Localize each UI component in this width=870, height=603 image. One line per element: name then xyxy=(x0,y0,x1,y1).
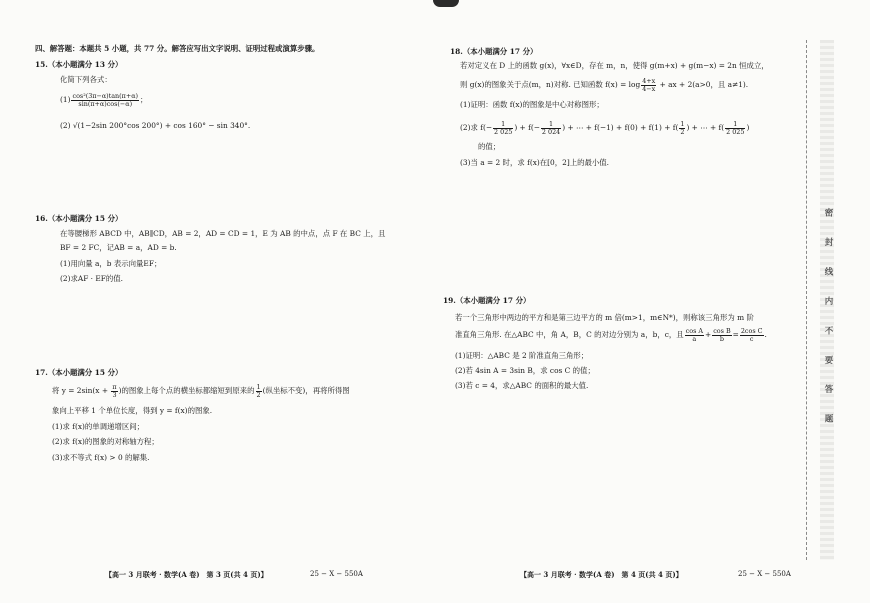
q18-line2-post: + ax + 2(a>0，且 a≠1). xyxy=(657,80,749,89)
q19-line2-pre: 准直角三角形. 在△ABC 中，角 A，B，C 的对边分别为 a，b，c，且 xyxy=(455,330,684,339)
q19-plus: + xyxy=(705,330,712,339)
q18-part2-frac2-den: 2 024 xyxy=(541,127,561,136)
q16-title: 16.（本小题满分 15 分） xyxy=(35,214,123,223)
q17-line2: 象向上平移 1 个单位长度，得到 y = f(x)的图象. xyxy=(52,406,213,415)
q17-part2: (2)求 f(x)的图象的对称轴方程； xyxy=(52,437,159,446)
left-footer-code: 25 − X − 550A xyxy=(310,570,363,578)
right-footer-code: 25 − X − 550A xyxy=(738,570,791,578)
q15-part1-numerator: cos²(3π−α)tan(π+α) xyxy=(72,91,139,100)
q16-line2: BF = 2 FC，记AB = a，AD = b. xyxy=(60,243,177,252)
q18-line1: 若对定义在 D 上的函数 g(x)，∀x∈D，存在 m，n，使得 g(m+x) + g(m−x) = 2n 恒成立， xyxy=(460,61,769,70)
q18-part2-e: ) xyxy=(746,123,750,132)
q18-part2-frac1-den: 2 025 xyxy=(494,127,513,136)
q15-part1-suffix: ； xyxy=(140,95,148,104)
q17-line1-mid: )的图象上每个点的横坐标都缩短到原来的 xyxy=(118,386,255,395)
q18-part2-frac1-num: 1 xyxy=(493,121,513,129)
q18-part3: (3)当 a = 2 时，求 f(x)在[0，2]上的最小值. xyxy=(460,158,610,167)
q15-title: 15.（本小题满分 13 分） xyxy=(35,60,123,69)
q18-log-fraction xyxy=(641,78,656,93)
q17-part3: (3)求不等式 f(x) > 0 的解集. xyxy=(52,453,150,462)
q18-log-fraction-den: 4−x xyxy=(642,84,656,93)
q17-line1-pre: 将 y = 2sin(x + xyxy=(52,386,111,395)
q15-instruction: 化简下列各式： xyxy=(60,75,112,84)
q17-line1-fraction2 xyxy=(256,384,262,399)
q16-part2: (2)求AF · EF的值. xyxy=(60,274,124,283)
q16-line1: 在等腰梯形 ABCD 中，AB∥CD，AB = 2，AD = CD = 1，E 为 AB 的中点，点 F 在 BC 上，且 xyxy=(60,229,386,238)
q18-part2 xyxy=(460,120,749,136)
q19-line2 xyxy=(455,327,767,343)
q17-fraction-den: 3 xyxy=(112,390,117,399)
q18-line2 xyxy=(460,77,748,93)
q19-part3: (3)若 c = 4，求△ABC 的面积的最大值. xyxy=(455,381,589,390)
q18-part2-frac2-num: 1 xyxy=(541,121,561,129)
q18-part2-frac4-den: 2 025 xyxy=(726,127,745,136)
q17-line1-fraction xyxy=(111,384,117,399)
q19-frac2-den: b xyxy=(719,334,724,343)
q19-frac3 xyxy=(740,328,764,343)
q18-part2-frac4-num: 1 xyxy=(725,121,745,129)
right-footer-label: 【高一 3 月联考 · 数学(A 卷) 第 4 页(共 4 页)】 xyxy=(520,570,683,579)
q18-part2-frac4 xyxy=(725,121,745,136)
right-page xyxy=(435,0,820,603)
q18-part2-d: ) + ⋯ + f( xyxy=(686,123,725,132)
q17-fraction2-den: 2 xyxy=(256,390,261,399)
q15-part1-denominator: sin(π+α)cos(−α) xyxy=(78,99,133,108)
left-page xyxy=(0,0,430,603)
q19-frac1-den: a xyxy=(692,334,697,343)
q19-frac2 xyxy=(712,328,731,343)
q17-fraction-num: π xyxy=(112,382,117,391)
binding-margin-text: 密 封 线 内 不 要 答 题 xyxy=(823,208,833,432)
q19-line1: 若一个三角形中两边的平方和是第三边平方的 m 倍(m>1，m∈N*)，则称该三角形为 m 阶 xyxy=(455,313,754,322)
q15-part1-prefix: (1) xyxy=(60,95,71,104)
q19-frac1-num: cos A xyxy=(685,326,703,335)
q18-part2-tail: 的值； xyxy=(478,142,501,151)
q19-line2-post: . xyxy=(764,330,767,339)
q19-frac3-num: 2cos C xyxy=(740,326,763,335)
q18-part2-frac3 xyxy=(679,121,685,136)
q17-line1-post: (纵坐标不变)，再将所得图 xyxy=(262,386,350,395)
left-footer-label: 【高一 3 月联考 · 数学(A 卷) 第 3 页(共 4 页)】 xyxy=(105,570,268,579)
q18-part2-b: ) + f(− xyxy=(514,123,540,132)
q19-equals: = xyxy=(732,330,739,339)
q17-title: 17.（本小题满分 15 分） xyxy=(35,368,123,377)
q17-fraction2-num: 1 xyxy=(256,382,261,391)
q19-part2: (2)若 4sin A = 3sin B，求 cos C 的值； xyxy=(455,366,595,375)
q18-part2-frac3-num: 1 xyxy=(680,119,685,128)
q19-frac2-num: cos B xyxy=(713,326,731,335)
q18-title: 18.（本小题满分 17 分） xyxy=(450,47,538,56)
q17-part1: (1)求 f(x)的单调递增区间； xyxy=(52,422,145,431)
q18-part2-a: (2)求 f(− xyxy=(460,123,493,132)
q19-title: 19.（本小题满分 17 分） xyxy=(443,296,531,305)
q18-part2-frac3-den: 2 xyxy=(680,127,685,136)
q15-part2: (2) √(1−2sin 200°cos 200°) + cos 160° − sin 340°. xyxy=(60,121,251,130)
q18-part2-frac2 xyxy=(541,121,561,136)
q18-part2-frac1 xyxy=(493,121,513,136)
q16-part1: (1)用向量 a，b 表示向量EF； xyxy=(60,259,162,268)
q18-part1: (1)证明：函数 f(x)的图象是中心对称图形； xyxy=(460,100,604,109)
section-header: 四、解答题：本题共 5 小题，共 77 分。解答应写出文字说明、证明过程或演算步骤。 xyxy=(35,44,320,53)
q18-log-fraction-num: 4+x xyxy=(642,76,656,85)
q19-frac3-den: c xyxy=(749,334,754,343)
q18-line2-pre: 则 g(x)的图象关于点(m，n)对称. 已知函数 f(x) = log xyxy=(460,80,641,89)
q15-part1 xyxy=(60,92,147,108)
q17-line1 xyxy=(52,383,350,399)
q18-part2-c: ) + ⋯ + f(−1) + f(0) + f(1) + f( xyxy=(562,123,679,132)
q19-frac1 xyxy=(685,328,704,343)
q15-part1-fraction xyxy=(71,93,139,108)
q19-part1: (1)证明：△ABC 是 2 阶准直角三角形； xyxy=(455,351,589,360)
